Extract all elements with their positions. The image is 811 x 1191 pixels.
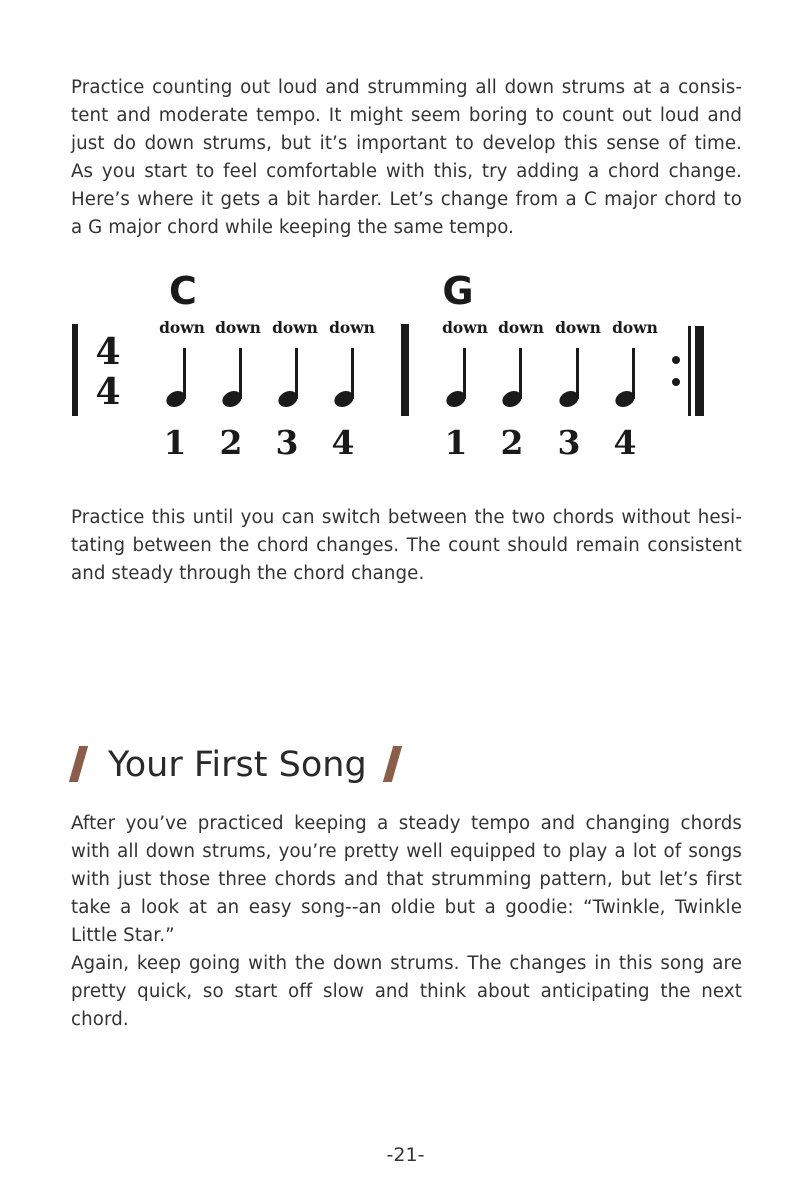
strum-label: down — [612, 318, 658, 337]
section-heading — [72, 742, 492, 792]
text-line: just do down strums, but it’s important to develop this sense of time. — [71, 133, 742, 154]
intro-paragraph — [71, 74, 742, 242]
text-line: As you start to feel comfortable with this, try adding a chord change. — [71, 161, 742, 182]
time-signature-bottom: 4 — [95, 371, 121, 413]
practice-paragraph — [71, 504, 742, 588]
slash-decoration-right — [383, 746, 402, 782]
strum-label: down — [555, 318, 601, 337]
strum-label: down — [272, 318, 318, 337]
start-barline — [72, 324, 78, 416]
chord-label-g: G — [442, 269, 474, 313]
text-line: and steady through the chord change. — [71, 563, 425, 584]
text-line: pretty quick, so start off slow and think about anticipating the next — [71, 981, 742, 1002]
quarter-note — [613, 348, 637, 410]
repeat-dot — [672, 356, 680, 364]
measure-1-notes — [164, 348, 356, 410]
slash-decoration-left — [69, 746, 88, 782]
quarter-note — [557, 348, 581, 410]
measure-1-counts — [164, 423, 355, 462]
count-label: 3 — [557, 423, 581, 462]
text-line: tating between the chord changes. The count should remain consistent — [71, 535, 742, 556]
repeat-thin-barline — [688, 326, 691, 416]
time-signature-top: 4 — [95, 331, 121, 373]
middle-barline — [401, 324, 409, 416]
strum-label: down — [215, 318, 261, 337]
text-line: Practice this until you can switch between the two chords without hesi- — [71, 507, 742, 528]
song-intro-paragraph — [71, 810, 742, 1034]
page-number: -21- — [386, 1144, 425, 1166]
quarter-note — [164, 348, 188, 410]
repeat-dot — [672, 378, 680, 386]
count-label: 2 — [219, 423, 243, 462]
quarter-note — [332, 348, 356, 410]
count-label: 3 — [275, 423, 299, 462]
quarter-note — [500, 348, 524, 410]
text-line: take a look at an easy song--an oldie but a goodie: “Twinkle, Twinkle — [71, 897, 742, 918]
text-line: tent and moderate tempo. It might seem boring to count out loud and — [71, 105, 742, 126]
strum-label: down — [329, 318, 375, 337]
strum-label: down — [442, 318, 488, 337]
measure-2-strums — [442, 318, 658, 337]
text-line: Practice counting out loud and strumming all down strums at a consis- — [71, 77, 742, 98]
chord-label-c: C — [169, 269, 197, 313]
count-label: 1 — [444, 423, 468, 462]
text-line: chord. — [71, 1009, 129, 1030]
text-line: with all down strums, you’re pretty well equipped to play a lot of songs — [71, 841, 742, 862]
text-line: Again, keep going with the down strums. The changes in this song are — [71, 953, 742, 974]
text-line: with just those three chords and that strumming pattern, but let’s first — [71, 869, 742, 890]
text-line: After you’ve practiced keeping a steady tempo and changing chords — [71, 813, 742, 834]
measure-1-strums — [159, 318, 375, 337]
strum-notation — [0, 260, 811, 470]
repeat-sign — [672, 326, 704, 416]
quarter-note — [276, 348, 300, 410]
quarter-note — [220, 348, 244, 410]
quarter-note — [444, 348, 468, 410]
strum-label: down — [159, 318, 205, 337]
strum-label: down — [498, 318, 544, 337]
repeat-thick-barline — [695, 326, 704, 416]
count-label: 4 — [331, 423, 355, 462]
text-line: a G major chord while keeping the same tempo. — [71, 217, 515, 238]
count-label: 2 — [500, 423, 524, 462]
count-label: 1 — [163, 423, 187, 462]
measure-2-notes — [444, 348, 637, 410]
count-label: 4 — [613, 423, 637, 462]
measure-2-counts — [445, 423, 637, 462]
text-line: Little Star.” — [71, 925, 175, 946]
section-title: Your First Song — [108, 745, 367, 785]
text-line: Here’s where it gets a bit harder. Let’s change from a C major chord to — [71, 189, 742, 210]
